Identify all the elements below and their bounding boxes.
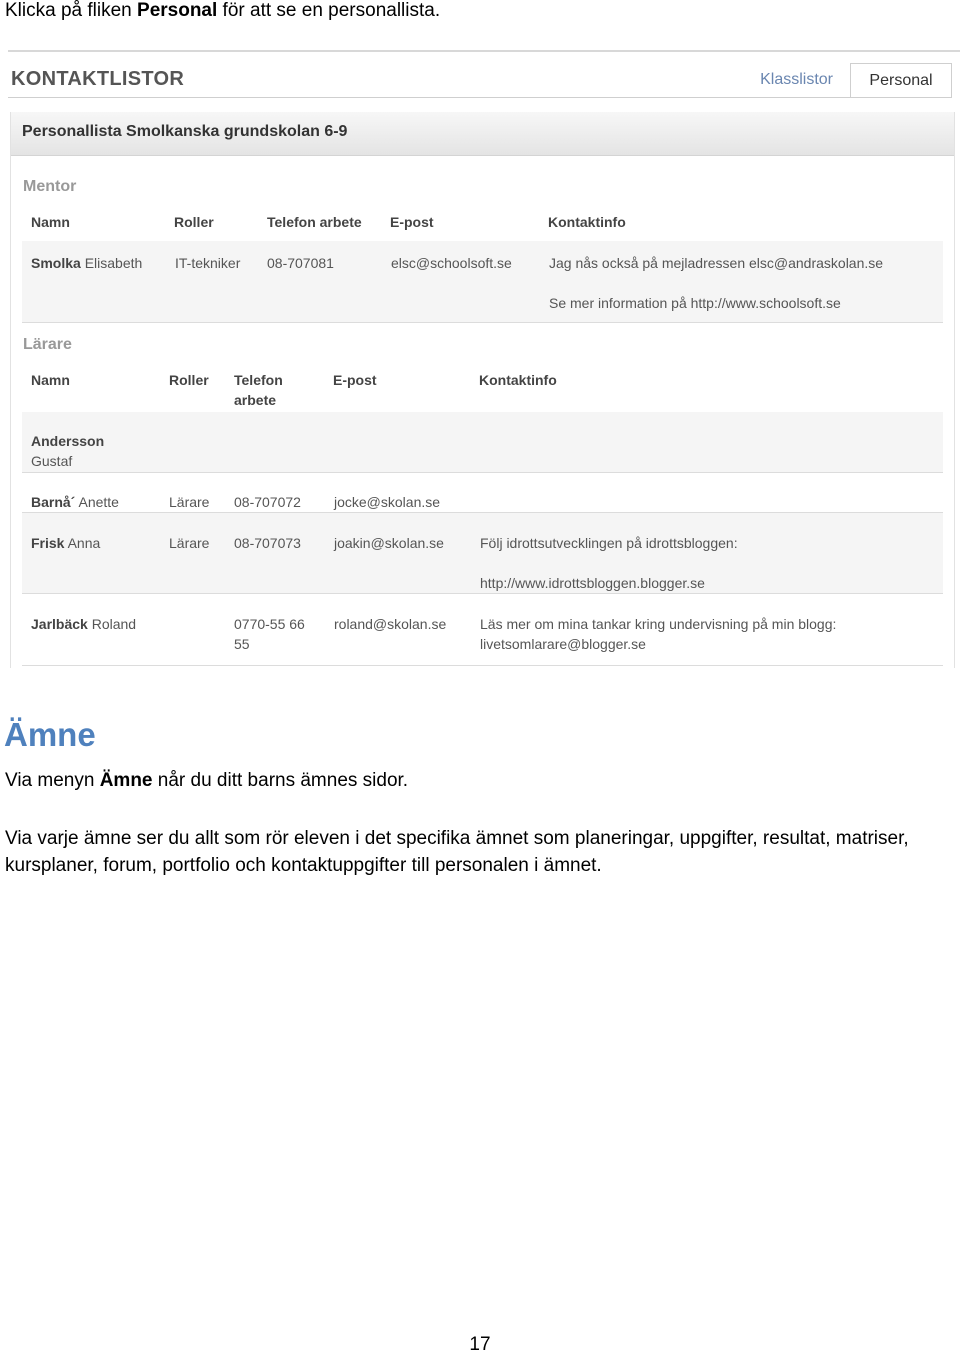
panel-header: [11, 112, 954, 156]
paragraph-menu: Via menyn Ämne når du ditt barns ämnes sidor.: [5, 770, 409, 791]
teacher-name[interactable]: Barnå´ Anette: [31, 494, 119, 510]
intro-pre: Klicka på fliken: [5, 0, 138, 21]
teacher-name[interactable]: Jarlbäck Roland: [31, 616, 137, 632]
header-name: Namn: [31, 214, 70, 230]
mentor-contact-link[interactable]: Se mer information på http://www.schoolsoft.se: [549, 295, 841, 311]
header-roles: Roller: [174, 214, 214, 230]
intro-bold: Personal: [137, 0, 218, 21]
mentor-email[interactable]: elsc@schoolsoft.se: [391, 255, 512, 271]
teacher-phone: 0770-55 66: [234, 616, 305, 632]
intro-post: för att se en personallista.: [217, 0, 441, 21]
page-number: 17: [469, 1334, 491, 1355]
header-roles: Roller: [169, 372, 209, 388]
contact-list-screenshot: [8, 50, 960, 670]
mentor-name[interactable]: Smolka Elisabeth: [31, 255, 143, 271]
mentor-role: IT-tekniker: [175, 255, 241, 271]
section-mentor: Mentor: [23, 178, 77, 195]
header-email: E-post: [390, 214, 434, 230]
header-contact: Kontaktinfo: [479, 372, 557, 388]
teacher-phone: 08-707072: [234, 494, 301, 510]
section-heading: Ämne: [4, 716, 96, 753]
mentor-phone: 08-707081: [267, 255, 334, 271]
mentor-contact-info: Jag nås också på mejladressen elsc@andraskolan.se: [549, 255, 884, 271]
intro-text: [5, 0, 440, 22]
teacher-name[interactable]: Frisk Anna: [31, 535, 101, 551]
teacher-contact-link[interactable]: http://www.idrottsbloggen.blogger.se: [480, 575, 705, 591]
teacher-contact-link[interactable]: livetsomlarare@blogger.se: [480, 636, 646, 652]
teacher-contact-info: Läs mer om mina tankar kring undervisning på min blogg:: [480, 616, 837, 632]
teacher-contact-info: Följ idrottsutvecklingen på idrottsbloggen:: [480, 535, 738, 551]
teacher-name[interactable]: Andersson: [31, 433, 105, 449]
header-phone: Telefon: [234, 372, 283, 388]
header-contact: Kontaktinfo: [548, 214, 626, 230]
teacher-firstname: Gustaf: [31, 453, 73, 469]
header-name: Namn: [31, 372, 70, 388]
teacher-phone-line2: 55: [234, 636, 250, 652]
teacher-email[interactable]: roland@skolan.se: [334, 616, 447, 632]
tab-bar: [8, 63, 952, 97]
teacher-role: Lärare: [169, 494, 210, 510]
staff-panel: [10, 112, 955, 668]
teacher-phone: 08-707073: [234, 535, 301, 551]
header-phone: Telefon arbete: [267, 214, 362, 230]
paragraph-subject: Via varje ämne ser du allt som rör eleven i det specifika ämnet som planeringar, uppgifter, resultat, matriser, kursplaner, forum, portfolio och kontaktuppgifter till personalen i ämnet.: [5, 828, 909, 876]
teacher-role: Lärare: [169, 535, 210, 551]
row-divider: [22, 665, 943, 666]
teacher-email[interactable]: joakin@skolan.se: [334, 535, 444, 551]
header-email: E-post: [333, 372, 377, 388]
tab-klasslistor[interactable]: Klasslistor: [760, 71, 833, 88]
tab-personal[interactable]: Personal: [850, 63, 952, 98]
header-phone-line2: arbete: [234, 392, 277, 408]
teacher-email[interactable]: jocke@skolan.se: [334, 494, 441, 510]
contact-list-title: KONTAKTLISTOR: [11, 68, 185, 90]
panel-title: Personallista Smolkanska grundskolan 6-9: [22, 123, 348, 140]
tab-divider: [8, 97, 952, 98]
table-row: [22, 412, 943, 473]
section-teachers: Lärare: [23, 336, 72, 353]
